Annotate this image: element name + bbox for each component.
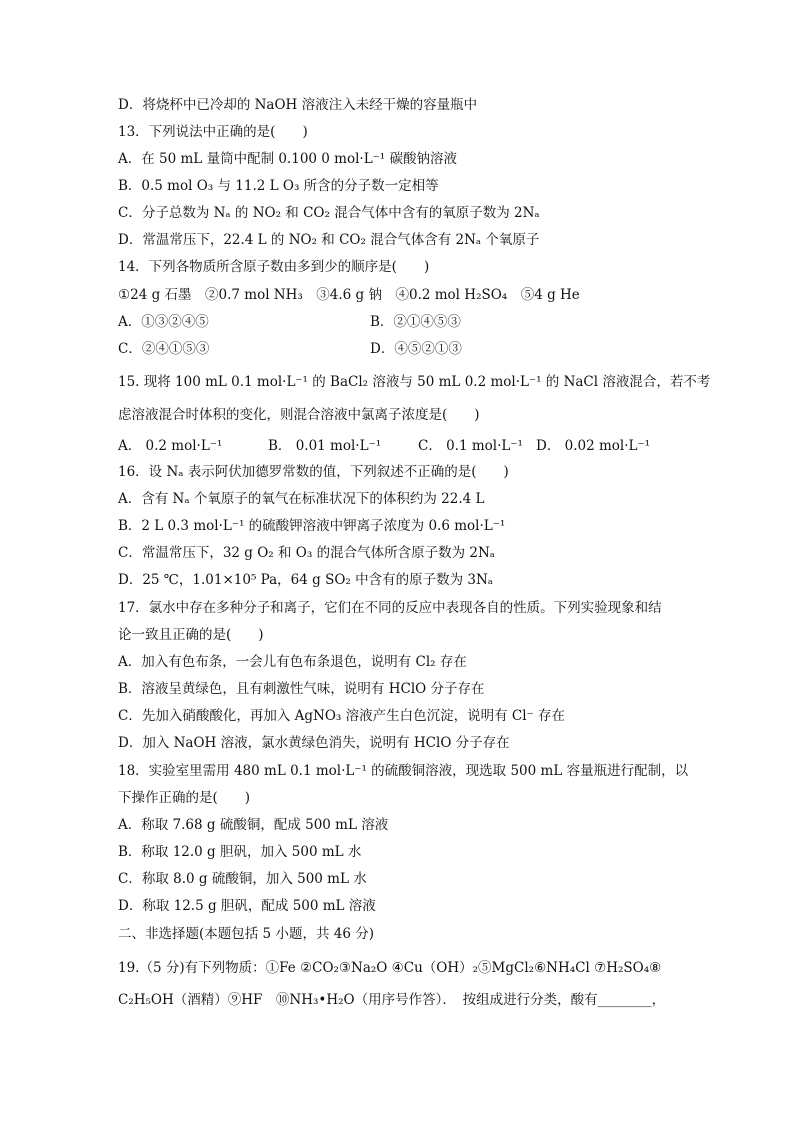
q14-option-d: D．④⑤②①③	[370, 341, 462, 357]
q13-option-a: A．在 50 mL 量筒中配制 0.100 0 mol·L⁻¹ 碳酸钠溶液	[118, 151, 458, 167]
q13-option-c: C．分子总数为 Nₐ 的 NO₂ 和 CO₂ 混合气体中含有的氧原子数为 2Nₐ	[118, 205, 540, 221]
q14-option-c: C．②④①⑤③	[118, 341, 210, 357]
q17-stem-line2: 论一致且正确的是( )	[118, 627, 264, 643]
q18-option-c: C．称取 8.0 g 硫酸铜，加入 500 mL 水	[118, 871, 367, 887]
q14-stem: 14．下列各物质所含原子数由多到少的顺序是( )	[118, 259, 430, 275]
section-heading: 二、非选择题(本题包括 5 小题，共 46 分)	[118, 926, 374, 942]
q15-option-d: D． 0.02 mol·L⁻¹	[536, 438, 651, 454]
q16-option-b: B．2 L 0.3 mol·L⁻¹ 的硫酸钾溶液中钾离子浓度为 0.6 mol·L⁻¹	[118, 518, 506, 534]
q12-option-d: D．将烧杯中已冷却的 NaOH 溶液注入未经干燥的容量瓶中	[118, 97, 478, 113]
q18-stem-line1: 18．实验室里需用 480 mL 0.1 mol·L⁻¹ 的硫酸铜溶液，现选取 500 mL 容量瓶进行配制，以	[118, 763, 689, 779]
q18-option-b: B．称取 12.0 g 胆矾，加入 500 mL 水	[118, 844, 362, 860]
q14-option-b: B．②①④⑤③	[370, 314, 461, 330]
q13-option-b: B．0.5 mol O₃ 与 11.2 L O₃ 所含的分子数一定相等	[118, 178, 439, 194]
q17-option-a: A．加入有色布条，一会儿有色布条退色，说明有 Cl₂ 存在	[118, 654, 467, 670]
q16-stem: 16．设 Nₐ 表示阿伏加德罗常数的值，下列叙述不正确的是( )	[118, 464, 509, 480]
q18-option-a: A．称取 7.68 g 硫酸铜，配成 500 mL 溶液	[118, 817, 389, 833]
q17-option-b: B．溶液呈黄绿色，且有刺激性气味，说明有 HClO 分子存在	[118, 681, 485, 697]
q18-stem-line2: 下操作正确的是( )	[118, 790, 251, 806]
q17-option-c: C．先加入硝酸酸化，再加入 AgNO₃ 溶液产生白色沉淀，说明有 Cl⁻ 存在	[118, 708, 565, 724]
q15-stem-line2: 虑溶液混合时体积的变化，则混合溶液中氯离子浓度是( )	[118, 407, 480, 423]
q14-option-a: A．①③②④⑤	[118, 314, 209, 330]
q14-items: ①24 g 石墨 ②0.7 mol NH₃ ③4.6 g 钠 ④0.2 mol H₂SO₄ ⑤4 g He	[118, 287, 580, 303]
q15-option-c: C． 0.1 mol·L⁻¹	[418, 438, 523, 454]
q16-option-a: A．含有 Nₐ 个氧原子的氧气在标准状况下的体积约为 22.4 L	[118, 491, 485, 507]
q16-option-d: D．25 ℃，1.01×10⁵ Pa，64 g SO₂ 中含有的原子数为 3Nₐ	[118, 572, 493, 588]
q19-stem-line1: 19.（5 分)有下列物质：①Fe ②CO₂③Na₂O ④Cu（OH）₂⑤MgCl₂⑥NH₄Cl ⑦H₂SO₄⑧	[118, 960, 662, 976]
q15-option-b: B． 0.01 mol·L⁻¹	[268, 438, 382, 454]
q15-option-a: A． 0.2 mol·L⁻¹	[118, 438, 223, 454]
q17-stem-line1: 17．氯水中存在多种分子和离子，它们在不同的反应中表现各自的性质。下列实验现象和结	[118, 600, 662, 616]
q16-option-c: C．常温常压下，32 g O₂ 和 O₃ 的混合气体所含原子数为 2Nₐ	[118, 545, 495, 561]
q17-option-d: D．加入 NaOH 溶液，氯水黄绿色消失，说明有 HClO 分子存在	[118, 735, 510, 751]
q13-stem: 13．下列说法中正确的是( )	[118, 124, 308, 140]
q13-option-d: D．常温常压下，22.4 L 的 NO₂ 和 CO₂ 混合气体含有 2Nₐ 个氧原子	[118, 232, 540, 248]
q15-stem-line1: 15. 现将 100 mL 0.1 mol·L⁻¹ 的 BaCl₂ 溶液与 50 mL 0.2 mol·L⁻¹ 的 NaCl 溶液混合，若不考	[118, 374, 711, 390]
q19-stem-line2: C₂H₅OH（酒精）⑨HF ⑩NH₃•H₂O（用序号作答）． 按组成进行分类，酸有________，	[118, 992, 666, 1008]
q18-option-d: D．称取 12.5 g 胆矾，配成 500 mL 溶液	[118, 898, 376, 914]
